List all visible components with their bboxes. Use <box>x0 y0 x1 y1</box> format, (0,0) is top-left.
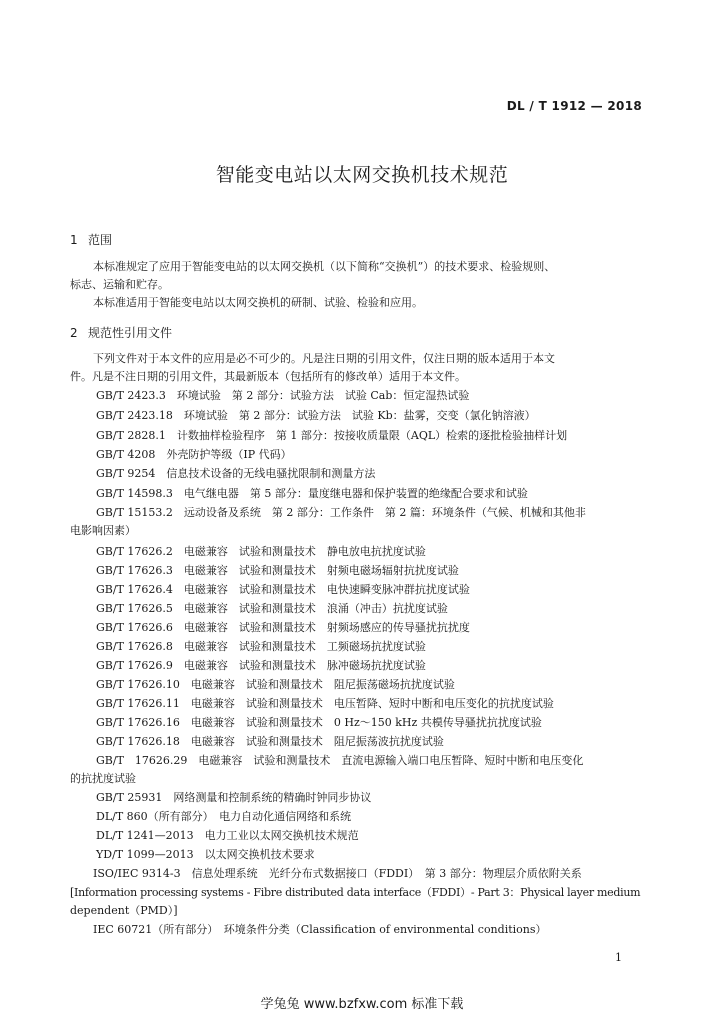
footer-watermark: 学兔兔 www.bzfxw.com 标准下载 <box>260 997 464 1012</box>
standard-code: DL / T 1912 — 2018 <box>506 99 642 113</box>
paragraph-line: 本标准适用于智能变电站以太网交换机的研制、试验、检验和应用。 <box>93 296 423 309</box>
reference-entry: GB/T 17626.6 电磁兼容 试验和测量技术 射频场感应的传导骚扰抗扰度 <box>96 621 470 634</box>
section-1-heading <box>70 231 112 248</box>
reference-entry-continuation: 的抗扰度试验 <box>70 772 136 785</box>
reference-entry: GB/T 4208 外壳防护等级（IP 代码） <box>96 448 292 461</box>
reference-entry: GB/T 17626.10 电磁兼容 试验和测量技术 阻尼振荡磁场抗扰度试验 <box>96 678 455 691</box>
section-number: 2 <box>70 326 78 340</box>
reference-entry-continuation: [Information processing systems - Fibre distributed data interface（FDDI）- Part 3：Physical layer medium <box>70 886 641 899</box>
page-number: 1 <box>615 951 622 964</box>
reference-entry: GB/T 17626.3 电磁兼容 试验和测量技术 射频电磁场辐射抗扰度试验 <box>96 564 459 577</box>
reference-entry: GB/T 2423.3 环境试验 第 2 部分：试验方法 试验 Cab：恒定湿热试验 <box>96 389 470 402</box>
reference-entry: DL/T 1241—2013 电力工业以太网交换机技术规范 <box>96 829 359 842</box>
reference-entry: GB/T 17626.5 电磁兼容 试验和测量技术 浪涌（冲击）抗扰度试验 <box>96 602 448 615</box>
reference-entry: GB/T 17626.9 电磁兼容 试验和测量技术 脉冲磁场抗扰度试验 <box>96 659 426 672</box>
reference-entry: GB/T 2828.1 计数抽样检验程序 第 1 部分：按接收质量限（AQL）检索的逐批检验抽样计划 <box>96 429 568 442</box>
reference-entry: GB/T 17626.4 电磁兼容 试验和测量技术 电快速瞬变脉冲群抗扰度试验 <box>96 583 470 596</box>
reference-entry: GB/T 17626.11 电磁兼容 试验和测量技术 电压暂降、短时中断和电压变化的抗扰度试验 <box>96 697 554 710</box>
section-number: 1 <box>70 233 78 247</box>
section-title: 规范性引用文件 <box>88 326 173 340</box>
reference-entry: GB/T 14598.3 电气继电器 第 5 部分：量度继电器和保护装置的绝缘配合要求和试验 <box>96 487 528 500</box>
paragraph-line: 本标准规定了应用于智能变电站的以太网交换机（以下简称“交换机”）的技术要求、检验规则、 <box>93 260 556 273</box>
section-title: 范围 <box>88 233 113 247</box>
reference-entry: YD/T 1099—2013 以太网交换机技术要求 <box>96 848 315 861</box>
paragraph-line: 标志、运输和贮存。 <box>70 278 169 291</box>
reference-entry: ISO/IEC 9314-3 信息处理系统 光纤分布式数据接口（FDDI） 第 3 部分：物理层介质依附关系 <box>93 867 582 880</box>
reference-entry-continuation: 电影响因素） <box>70 524 136 537</box>
reference-entry: GB/T 17626.18 电磁兼容 试验和测量技术 阻尼振荡波抗扰度试验 <box>96 735 444 748</box>
reference-entry: GB/T 9254 信息技术设备的无线电骚扰限制和测量方法 <box>96 467 376 480</box>
reference-entry: GB/T 17626.16 电磁兼容 试验和测量技术 0 Hz～150 kHz 共模传导骚扰抗扰度试验 <box>96 716 542 729</box>
section-2-heading <box>70 324 172 341</box>
reference-entry: GB/T 25931 网络测量和控制系统的精确时钟同步协议 <box>96 791 372 804</box>
paragraph-line: 下列文件对于本文件的应用是必不可少的。凡是注日期的引用文件，仅注日期的版本适用于本文 <box>93 352 555 365</box>
reference-entry: IEC 60721（所有部分） 环境条件分类（Classification of environmental conditions） <box>93 923 547 936</box>
reference-entry: GB/T 17626.8 电磁兼容 试验和测量技术 工频磁场抗扰度试验 <box>96 640 426 653</box>
reference-entry-continuation: dependent（PMD）] <box>70 904 178 917</box>
reference-entry: GB/T 17626.2 电磁兼容 试验和测量技术 静电放电抗扰度试验 <box>96 545 426 558</box>
document-title: 智能变电站以太网交换机技术规范 <box>215 164 509 186</box>
reference-entry: GB/T 17626.29 电磁兼容 试验和测量技术 直流电源输入端口电压暂降、短时中断和电压变化 <box>96 754 584 767</box>
paragraph-line: 件。凡是不注日期的引用文件，其最新版本（包括所有的修改单）适用于本文件。 <box>70 370 466 383</box>
reference-entry: GB/T 15153.2 远动设备及系统 第 2 部分：工作条件 第 2 篇：环境条件（气候、机械和其他非 <box>96 506 586 519</box>
reference-entry: DL/T 860（所有部分） 电力自动化通信网络和系统 <box>96 810 352 823</box>
reference-entry: GB/T 2423.18 环境试验 第 2 部分：试验方法 试验 Kb：盐雾，交变（氯化钠溶液） <box>96 409 536 422</box>
